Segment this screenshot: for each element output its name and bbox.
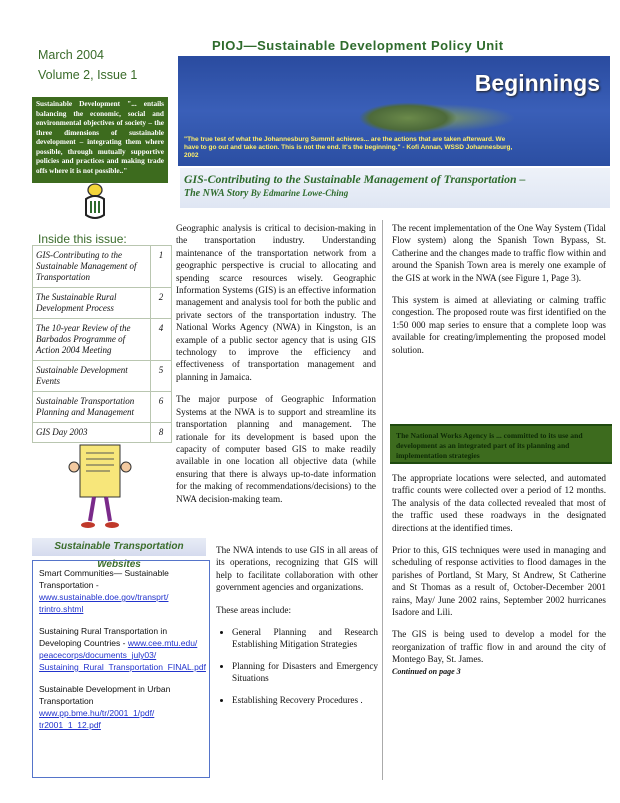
areas-list <box>216 626 378 706</box>
toc-page-number: 5 <box>151 361 172 392</box>
list-item: • Establishing Recovery Procedures . <box>232 694 378 706</box>
toc-item-label: The Sustainable Rural Development Process <box>33 288 151 319</box>
sustainable-development-quote: Sustainable Development "... entails balancing the economic, social and environmental objectives of society – the three dimensions of sustainable development – integrating them where possible, through mutually supportive policies and practices and making trade offs where it is not possible.." <box>32 97 168 183</box>
toc-row[interactable] <box>33 246 172 288</box>
paragraph: Geographic analysis is critical to decision-making in the transportation industry. Understanding maintenance of the transportation network from a geographic perspective is crucial to allocating and spending scarce resources wisely. Geographic Information Systems (GIS) is an effective information management and analysis tool for both the public and private sectors of the transportation industry. The National Works Agency (NWA) in Kingston, is an example of a public sector agency that is using GIS technology to improve the efficiency and effectiveness of transportation management and planning in Jamaica. <box>176 223 376 382</box>
paragraph: The recent implementation of the One Way System (Tidal Flow system) along the Spanish Town Bypass, St. Catherine and the changes made to traffic flow within and around the Spanish Town area is merely one example of the GIS at work in the NWA (see Figure 1, Page 3). <box>392 223 606 283</box>
toc-item-label: Sustainable Development Events <box>33 361 151 392</box>
author-byline: By Edmarine Lowe-Ching <box>250 188 349 198</box>
toc-item-label: Sustainable Transportation Planning and Management <box>33 392 151 423</box>
paragraph: This system is aimed at alleviating or calming traffic congestion. The proposed route was first identified on the 1:50 000 map series to ensure that a complete loop was available for creating/implementing the proposed model solution. <box>392 295 606 355</box>
article-headline: GIS-Contributing to the Sustainable Management of Transportation – <box>184 172 526 186</box>
subhead-text: The NWA Story <box>184 188 249 199</box>
paragraph: Prior to this, GIS techniques were used in managing and scheduling of response activities to flood damages in the parishes of Portland, St Mary, St Andrew, St Catherine and St Thomas as a result of, October-December 2001 rains, May/ June 2002 rains, September 2002 hurricanes Isadore and Lili. <box>392 545 606 618</box>
paragraph: The major purpose of Geographic Information Systems at the NWA is to support and streamline its transportation planning and management. The rationale for its development is based upon the capacity of computer based GIS to make readily available in one location all objective data (while ensuring that there is always up-to-date information for the making of recommendations/decisions) to the NWA decision-making team. <box>176 394 376 504</box>
article-column-right-top <box>392 222 606 366</box>
banner-quote: "The true test of what the Johannesburg Summit achieves... are the actions that are taken afterward. We have to go out and take action. This is not the end. It's the beginning." - Kofi Annan, WSSD Johannesburg, 2002 <box>184 136 513 159</box>
website-entry <box>39 625 206 673</box>
article-column-right-bottom <box>392 472 606 678</box>
toc-page-number: 8 <box>151 423 172 443</box>
website-description: Sustaining Rural Transportation in Developing Countries - <box>39 626 168 648</box>
article-headline-bar <box>180 168 610 208</box>
reading-person-illustration-icon <box>66 437 136 532</box>
table-of-contents <box>32 245 172 443</box>
toc-item-label: GIS Day 2003 <box>33 423 151 443</box>
list-item: • General Planning and Research Establishing Mitigation Strategies <box>232 626 378 651</box>
website-entry <box>39 567 203 615</box>
website-entry <box>39 683 203 731</box>
pull-quote: The National Works Agency is ... committed to its use and development as an integrated part of its planning and implementation strategies <box>390 424 612 464</box>
article-column-middle-bottom <box>216 544 378 715</box>
toc-item-label: GIS-Contributing to the Sustainable Management of Transportation <box>33 246 151 288</box>
continued-note: Continued on page 3 <box>392 666 461 676</box>
websites-box <box>32 560 210 778</box>
websites-title: Sustainable Transportation Websites <box>32 538 206 556</box>
column-divider <box>382 220 383 780</box>
paragraph: The appropriate locations were selected, and automated traffic counts were collected over a period of 12 months. The analysis of the data collected revealed that most of the traffic used these roadways in the designated directions at the identified times. <box>392 473 606 533</box>
toc-page-number: 1 <box>151 246 172 288</box>
toc-page-number: 6 <box>151 392 172 423</box>
newsletter-name: Beginnings <box>474 70 600 96</box>
website-description: Smart Communities— Sustainable Transportation - <box>39 568 169 590</box>
article-subhead <box>184 188 348 199</box>
satellite-banner <box>178 56 610 166</box>
article-column-middle-top <box>176 222 376 515</box>
paragraph: The NWA intends to use GIS in all areas of its operations, recognizing that GIS will help to facilitate collaboration with other government agencies and organizations. <box>216 545 378 593</box>
toc-row[interactable] <box>33 319 172 361</box>
inside-issue-title: Inside this issue: <box>38 232 127 246</box>
paragraph: The GIS is being used to develop a model for the reorganization of traffic flow in and around the city of Montego Bay, St. James. <box>392 629 606 665</box>
toc-item-label: The 10-year Review of the Barbados Programme of Action 2004 Meeting <box>33 319 151 361</box>
list-item: • Planning for Disasters and Emergency Situations <box>232 660 378 685</box>
unit-title: PIOJ—Sustainable Development Policy Unit <box>212 38 504 53</box>
toc-row[interactable] <box>33 288 172 319</box>
paragraph: These areas include: <box>216 604 291 615</box>
toc-page-number: 4 <box>151 319 172 361</box>
toc-row[interactable] <box>33 361 172 392</box>
volume-issue: Volume 2, Issue 1 <box>38 68 138 82</box>
issue-date: March 2004 <box>38 48 105 62</box>
toc-row[interactable] <box>33 392 172 423</box>
pioj-logo-icon <box>82 183 108 223</box>
website-link[interactable]: www.sustainable.doe.gov/transprt/ trintro.shtml <box>39 592 169 614</box>
website-description: Sustainable Development in Urban Transportation <box>39 684 171 706</box>
toc-page-number: 2 <box>151 288 172 319</box>
website-link[interactable]: www.pp.bme.hu/tr/2001_1/pdf/ tr2001_1_12.pdf <box>39 708 155 730</box>
website-link[interactable]: www.cee.mtu.edu/ peacecorps/documents_july03/ Sustaining_Rural_Transportation_FINAL.pdf <box>39 638 206 672</box>
